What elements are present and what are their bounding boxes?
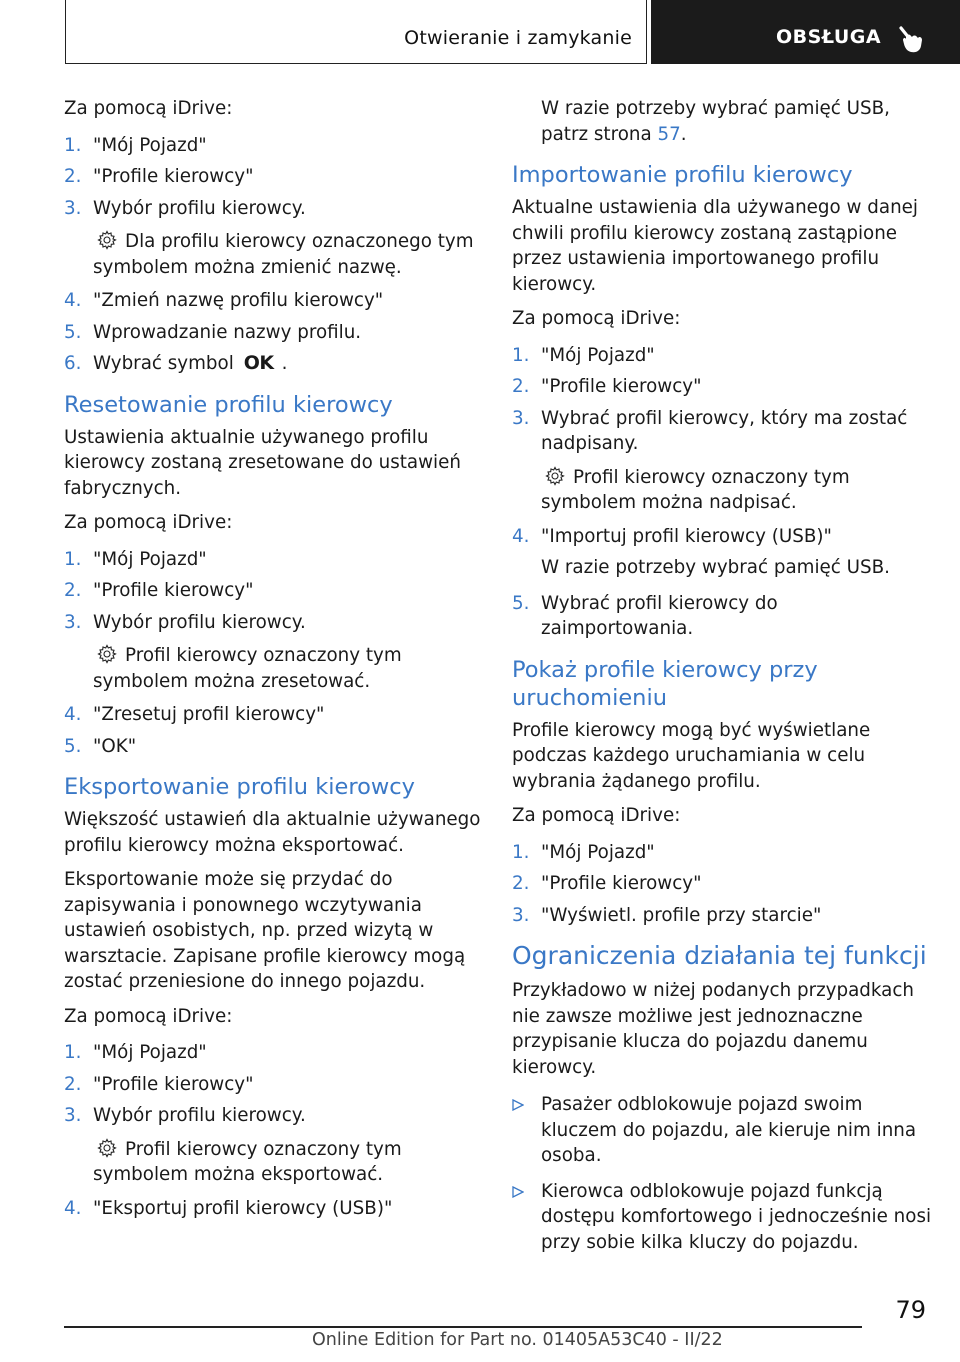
export-text-2: Eksportowanie może się przydać do zapisywania i ponownego wczytywania ustawień osobistych, np. przed wizytą w warsztacie. Zapisane profile kierowcy mogą zostać przeniesione do innego pojazdu. [64,869,466,992]
gear-icon [545,466,565,486]
gear-icon [97,230,117,250]
import-usb-note: W razie potrzeby wybrać pamięć USB. [541,557,890,578]
list-item: 3. Wybrać profil kierowcy, który ma zostać nadpisany. [512,407,908,454]
section-tab [65,0,647,64]
list-item: 2. "Profile kierowcy" [512,873,702,894]
right-column [512,96,932,1265]
bullet-triangle-icon [512,1099,524,1111]
limits-text: Przykładowo w niżej podanych przypadkach nie zawsze możliwe jest jednoznaczne przypisanie klucza do pojazdu danemu kierowcy. [512,980,915,1078]
reset-steps [64,547,482,636]
import-steps-cont [512,524,932,550]
rename-steps-cont [64,288,482,377]
left-column [64,96,482,1235]
intro-text: Za pomocą iDrive: [64,98,233,119]
export-intro: Za pomocą iDrive: [64,1005,233,1027]
page-link[interactable]: 57 [657,123,681,145]
limits-heading: Ograniczenia działania tej funkcji [512,941,927,970]
list-item: 6. Wybrać symbol OK . [64,351,482,377]
list-item: 2. "Profile kierowcy" [512,376,702,397]
list-item: 3. Wybór profilu kierowcy. [64,197,306,219]
rename-steps [64,133,482,222]
list-item: 1. "Mój Pojazd" [512,841,655,863]
list-item: 4. "Importuj profil kierowcy (USB)" [512,525,832,547]
import-text: Aktualne ustawienia dla używanego w danej chwili profilu kierowcy zostaną zastąpione przez ustawienia importowanego profilu kierowcy. [512,197,918,295]
gear-icon [97,1138,117,1158]
list-item: 4. "Eksportuj profil kierowcy (USB)" [64,1197,393,1219]
show-heading: Pokaż profile kierowcy przy uruchomieniu [512,656,818,711]
show-text: Profile kierowcy mogą być wyświetlane podczas każdego uruchamiania w celu wybrania żądanego profilu. [512,719,871,792]
import-steps-end [512,591,932,642]
limits-bullets [512,1092,932,1255]
list-item: Pasażer odblokowuje pojazd swoim kluczem do pojazdu, ale kieruje nim inna osoba. [512,1092,932,1169]
gear-icon [97,644,117,664]
export-text-1: Większość ustawień dla aktualnie używanego profilu kierowcy można eksportować. [64,809,481,856]
list-item: 5. "OK" [64,735,137,757]
list-item: 3. "Wyświetl. profile przy starcie" [512,904,822,926]
page-header [0,0,960,66]
show-intro: Za pomocą iDrive: [512,805,681,826]
export-steps-cont [64,1196,482,1222]
list-item: 2. "Profile kierowcy" [64,1073,254,1095]
list-item: 5. Wprowadzanie nazwy profilu. [64,321,362,343]
rename-note: Dla profilu kierowcy oznaczonego tym symbolem można zmienić nazwę. [93,231,474,278]
export-note: Profil kierowcy oznaczony tym symbolem można eksportować. [93,1138,402,1185]
export-heading: Eksportowanie profilu kierowcy [64,774,415,800]
import-heading: Importowanie profilu kierowcy [512,162,853,188]
list-item: 4. "Zmień nazwę profilu kierowcy" [64,290,384,311]
hand-pointer-icon [897,26,923,54]
list-item: 4. "Zresetuj profil kierowcy" [64,704,325,725]
list-item: Kierowca odblokowuje pojazd funkcją dostępu komfortowego i jednocześnie nosi przy sobie kilka kluczy do pojazdu. [512,1179,932,1256]
footer-divider [64,1326,862,1328]
reset-text: Ustawienia aktualnie używanego profilu kierowcy zostaną zresetowane do ustawień fabrycznych. [64,426,461,499]
chapter-tab [651,0,960,64]
page-number: 79 [895,1296,926,1324]
bullet-triangle-icon [512,1186,524,1198]
list-item: 1. "Mój Pojazd" [64,134,207,156]
list-item: 1. "Mój Pojazd" [512,344,655,366]
show-steps [512,840,932,929]
import-note: Profil kierowcy oznaczony tym symbolem można nadpisać. [541,466,850,513]
list-item: 3. Wybór profilu kierowcy. [64,1105,306,1126]
reset-heading: Resetowanie profilu kierowcy [64,391,393,418]
list-item: 1. "Mój Pojazd" [64,1042,207,1063]
usb-note: W razie potrzeby wybrać pamięć USB, patrz strona 57. [541,98,890,145]
list-item: 2. "Profile kierowcy" [64,580,254,601]
reset-steps-cont [64,702,482,759]
list-item: 1. "Mój Pojazd" [64,548,207,570]
export-steps [64,1040,482,1129]
list-item: 2. "Profile kierowcy" [64,166,254,187]
reset-note: Profil kierowcy oznaczony tym symbolem można zresetować. [93,645,402,692]
list-item: 5. Wybrać profil kierowcy do zaimportowania. [512,592,778,639]
import-steps [512,343,932,457]
list-item: 3. Wybór profilu kierowcy. [64,611,306,633]
reset-intro: Za pomocą iDrive: [64,512,233,533]
ok-symbol-icon: OK [243,352,274,374]
import-intro: Za pomocą iDrive: [512,308,681,329]
chapter-title: OBSŁUGA [776,26,882,48]
edition-info: Online Edition for Part no. 01405A53C40 - II/22 [312,1330,723,1350]
section-title: Otwieranie i zamykanie [404,27,632,49]
